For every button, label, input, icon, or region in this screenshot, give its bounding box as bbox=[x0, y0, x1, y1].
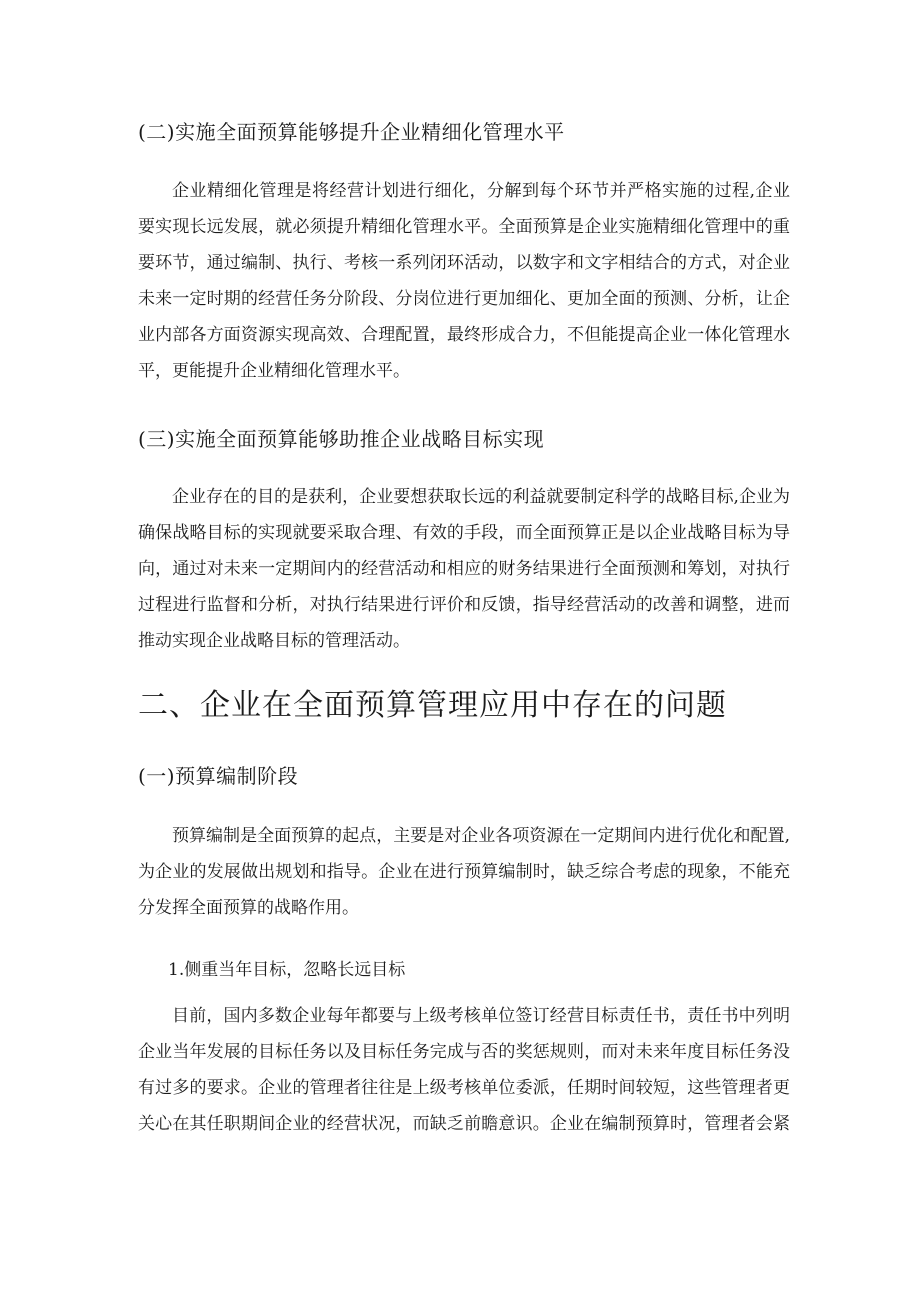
paragraph-line: 有过多的要求。企业的管理者往往是上级考核单位委派，任期时间较短，这些管理者更 bbox=[138, 1078, 790, 1098]
paragraph-line: 确保战略目标的实现就要采取合理、有效的手段，而全面预算正是以企业战略目标为导 bbox=[138, 523, 790, 543]
paragraph-line: 企业存在的目的是获利，企业要想获取长远的利益就要制定科学的战略目标,企业为 bbox=[172, 487, 790, 507]
paragraph-line: 未来一定时期的经营任务分阶段、分岗位进行更加细化、更加全面的预测、分析，让企 bbox=[138, 289, 790, 309]
subsection-heading: (一)预算编制阶段 bbox=[138, 764, 299, 788]
paragraph-line: 推动实现企业战略目标的管理活动。 bbox=[138, 631, 410, 651]
paragraph-line: 预算编制是全面预算的起点，主要是对企业各项资源在一定期间内进行优化和配置, bbox=[172, 826, 790, 846]
chapter-heading: 二、企业在全面预算管理应用中存在的问题 bbox=[138, 688, 727, 723]
paragraph-line: 向，通过对未来一定期间内的经营活动和相应的财务结果进行全面预测和筹划，对执行 bbox=[138, 559, 790, 579]
paragraph-line: 分发挥全面预算的战略作用。 bbox=[138, 898, 359, 918]
section-heading-3: (三)实施全面预算能够助推企业战略目标实现 bbox=[138, 427, 545, 451]
paragraph-budget-preparation bbox=[138, 818, 790, 926]
paragraph-line: 企业当年发展的目标任务以及目标任务完成与否的奖惩规则，而对未来年度目标任务没 bbox=[138, 1042, 790, 1062]
section-heading-2: (二)实施全面预算能够提升企业精细化管理水平 bbox=[138, 120, 565, 144]
paragraph-line: 为企业的发展做出规划和指导。企业在进行预算编制时，缺乏综合考虑的现象，不能充 bbox=[138, 862, 790, 882]
paragraph-line: 企业精细化管理是将经营计划进行细化，分解到每个环节并严格实施的过程,企业 bbox=[172, 181, 790, 201]
paragraph-line: 要环节，通过编制、执行、考核一系列闭环活动，以数字和文字相结合的方式，对企业 bbox=[138, 253, 790, 273]
paragraph-line: 关心在其任职期间企业的经营状况，而缺乏前瞻意识。企业在编制预算时，管理者会紧 bbox=[138, 1114, 790, 1134]
paragraph-line: 要实现长远发展，就必须提升精细化管理水平。全面预算是企业实施精细化管理中的重 bbox=[138, 217, 790, 237]
paragraph-line: 过程进行监督和分析，对执行结果进行评价和反馈，指导经营活动的改善和调整，进而 bbox=[138, 595, 790, 615]
item-heading: 1.侧重当年目标，忽略长远目标 bbox=[168, 960, 406, 980]
paragraph-refined-management bbox=[138, 173, 790, 389]
paragraph-line: 目前，国内多数企业每年都要与上级考核单位签订经营目标责任书，责任书中列明 bbox=[172, 1006, 790, 1026]
paragraph-short-term-focus bbox=[138, 998, 790, 1142]
paragraph-line: 业内部各方面资源实现高效、合理配置，最终形成合力，不但能提高企业一体化管理水 bbox=[138, 325, 790, 345]
paragraph-strategic-goals bbox=[138, 479, 790, 659]
paragraph-line: 平，更能提升企业精细化管理水平。 bbox=[138, 361, 410, 381]
